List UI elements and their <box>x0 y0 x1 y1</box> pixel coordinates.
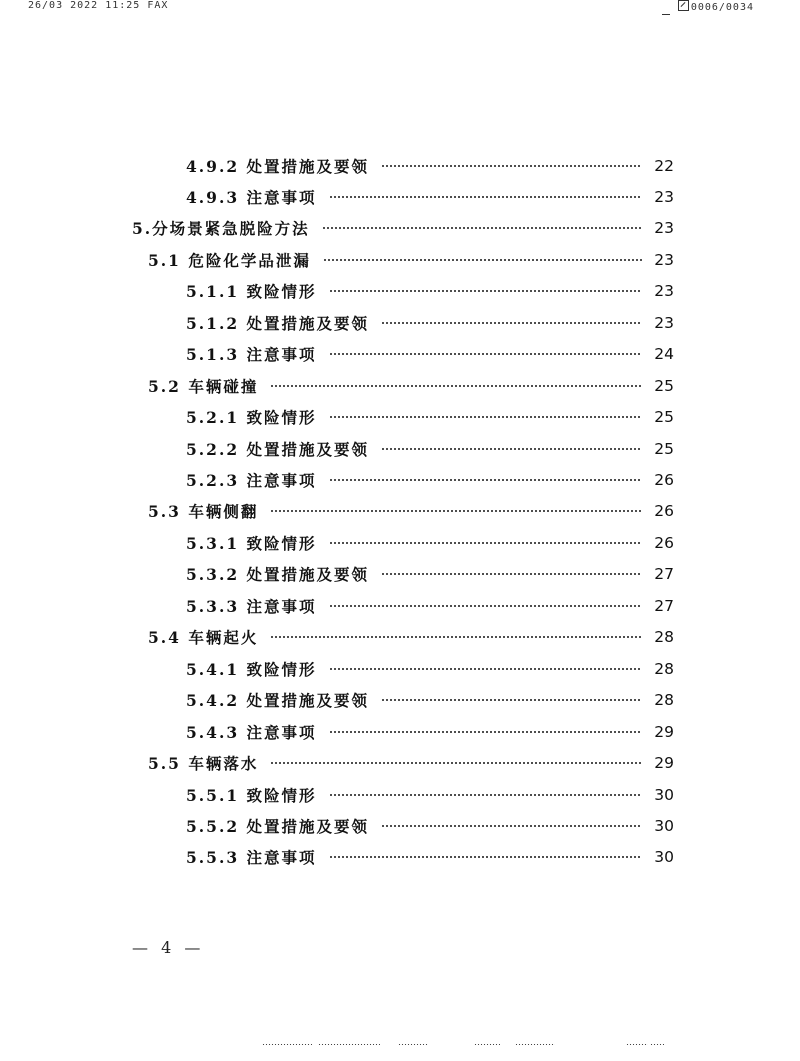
toc-entry-label: 5.分场景紧急脱险方法 <box>132 219 310 239</box>
toc-entry[interactable] <box>186 276 674 307</box>
toc-entry-label: 5.5.3 注意事项 <box>186 848 317 868</box>
toc-dot-leader <box>322 227 642 229</box>
toc-entry-page: 24 <box>654 345 674 364</box>
toc-dot-leader <box>270 385 642 387</box>
toc-entry-page: 28 <box>654 659 674 678</box>
toc-dot-leader <box>381 448 642 450</box>
toc-entry-label: 5.2.3 注意事项 <box>186 471 317 490</box>
toc-entry-page: 22 <box>654 156 674 175</box>
toc-entry[interactable] <box>186 810 674 841</box>
toc-entry-page: 29 <box>654 722 674 741</box>
toc-entry-page: 25 <box>654 408 674 427</box>
toc-entry-label: 5.3.2 处置措施及要领 <box>186 565 370 585</box>
fax-header <box>0 0 800 16</box>
toc-entry[interactable] <box>186 339 674 370</box>
toc-entry-page: 23 <box>654 187 674 206</box>
toc-entry[interactable] <box>132 213 674 244</box>
toc-dot-leader <box>329 479 642 481</box>
fax-timestamp: 26/03 2022 11:25 FAX <box>28 0 169 11</box>
toc-dot-leader <box>381 699 642 701</box>
fax-underline-mark <box>662 14 670 15</box>
toc-entry[interactable] <box>186 433 674 464</box>
toc-entry[interactable] <box>186 559 674 590</box>
toc-entry[interactable] <box>186 150 674 181</box>
toc-entry[interactable] <box>186 181 674 212</box>
toc-entry-label: 4.9.2 处置措施及要领 <box>186 156 370 176</box>
fax-page-counter-text: 0006/0034 <box>690 2 754 13</box>
toc-entry-label: 5.3.1 致险情形 <box>186 533 317 553</box>
toc-entry-label: 5.1.2 处置措施及要领 <box>186 313 370 333</box>
toc-entry[interactable] <box>186 465 674 496</box>
toc-dot-leader <box>329 794 642 796</box>
toc-entry-page: 30 <box>654 848 674 867</box>
toc-entry-page: 27 <box>654 596 674 615</box>
toc-entry-label: 5.4.3 注意事项 <box>186 722 317 742</box>
toc-entry-label: 5.5.1 致险情形 <box>186 785 317 805</box>
toc-entry-label: 5.3.3 注意事项 <box>186 596 317 616</box>
toc-entry-page: 26 <box>654 471 674 489</box>
toc-entry-label: 5.5.2 处置措施及要领 <box>186 816 370 836</box>
fax-checkbox-icon <box>678 0 689 11</box>
toc-entry-label: 5.4.2 处置措施及要领 <box>186 691 370 711</box>
toc-entry[interactable] <box>186 402 674 433</box>
toc-entry-label: 5.4.1 致险情形 <box>186 659 317 679</box>
toc-entry-page: 23 <box>654 219 674 238</box>
toc-entry[interactable] <box>148 496 674 527</box>
toc-entry-label: 5.1 危险化学品泄漏 <box>148 250 311 270</box>
toc-dot-leader <box>381 573 642 575</box>
toc-entry[interactable] <box>148 748 674 779</box>
toc-entry[interactable] <box>186 685 674 716</box>
toc-entry-page: 23 <box>654 250 674 269</box>
toc-entry-label: 5.2.2 处置措施及要领 <box>186 439 370 459</box>
toc-entry[interactable] <box>148 244 674 275</box>
toc-entry[interactable] <box>186 653 674 684</box>
page-number: — 4 — <box>132 938 205 957</box>
toc-entry-page: 25 <box>654 376 674 395</box>
toc-entry-page: 30 <box>654 785 674 804</box>
toc-entry-page: 23 <box>654 282 674 301</box>
toc-entry-label: 5.3 车辆侧翻 <box>148 502 259 522</box>
toc-entry-page: 27 <box>654 565 674 584</box>
toc-dot-leader <box>329 290 642 292</box>
toc-entry-page: 30 <box>654 816 674 835</box>
toc-entry-page: 28 <box>654 628 674 647</box>
toc-entry-label: 5.4 车辆起火 <box>148 628 259 648</box>
toc-entry[interactable] <box>148 370 674 401</box>
toc-entry[interactable] <box>186 716 674 747</box>
scan-artifacts <box>0 1042 800 1048</box>
toc-entry[interactable] <box>186 527 674 558</box>
toc-dot-leader <box>329 668 642 670</box>
toc-entry[interactable] <box>186 307 674 338</box>
toc-dot-leader <box>381 165 642 167</box>
toc-entry-label: 5.2.1 致险情形 <box>186 408 317 428</box>
toc-entry-label: 5.2 车辆碰撞 <box>148 376 259 396</box>
toc-entry[interactable] <box>186 590 674 621</box>
toc-dot-leader <box>329 605 642 607</box>
toc-entry[interactable] <box>186 779 674 810</box>
toc-entry[interactable] <box>186 842 674 873</box>
toc-dot-leader <box>270 636 642 638</box>
toc-dot-leader <box>329 353 642 355</box>
fax-page-counter <box>678 0 754 13</box>
toc-entry-label: 5.1.1 致险情形 <box>186 282 317 302</box>
toc-entry-page: 28 <box>654 691 674 710</box>
toc-entry-page: 26 <box>654 533 674 552</box>
toc-entry-page: 26 <box>654 502 674 521</box>
toc-dot-leader <box>329 856 642 858</box>
toc-dot-leader <box>270 510 642 512</box>
toc-dot-leader <box>329 196 642 198</box>
toc-entry-label: 5.1.3 注意事项 <box>186 345 317 365</box>
toc-entry-page: 23 <box>654 313 674 332</box>
toc-dot-leader <box>323 259 642 261</box>
toc-entry[interactable] <box>148 622 674 653</box>
toc-entry-page: 25 <box>654 439 674 458</box>
toc-entry-label: 4.9.3 注意事项 <box>186 187 317 207</box>
toc-entry-label: 5.5 车辆落水 <box>148 754 259 774</box>
toc-dot-leader <box>329 542 642 544</box>
toc-dot-leader <box>381 322 642 324</box>
toc-dot-leader <box>381 825 642 827</box>
toc-dot-leader <box>329 416 642 418</box>
toc-entry-page: 29 <box>654 754 674 773</box>
toc-dot-leader <box>329 731 642 733</box>
toc-dot-leader <box>270 762 642 764</box>
